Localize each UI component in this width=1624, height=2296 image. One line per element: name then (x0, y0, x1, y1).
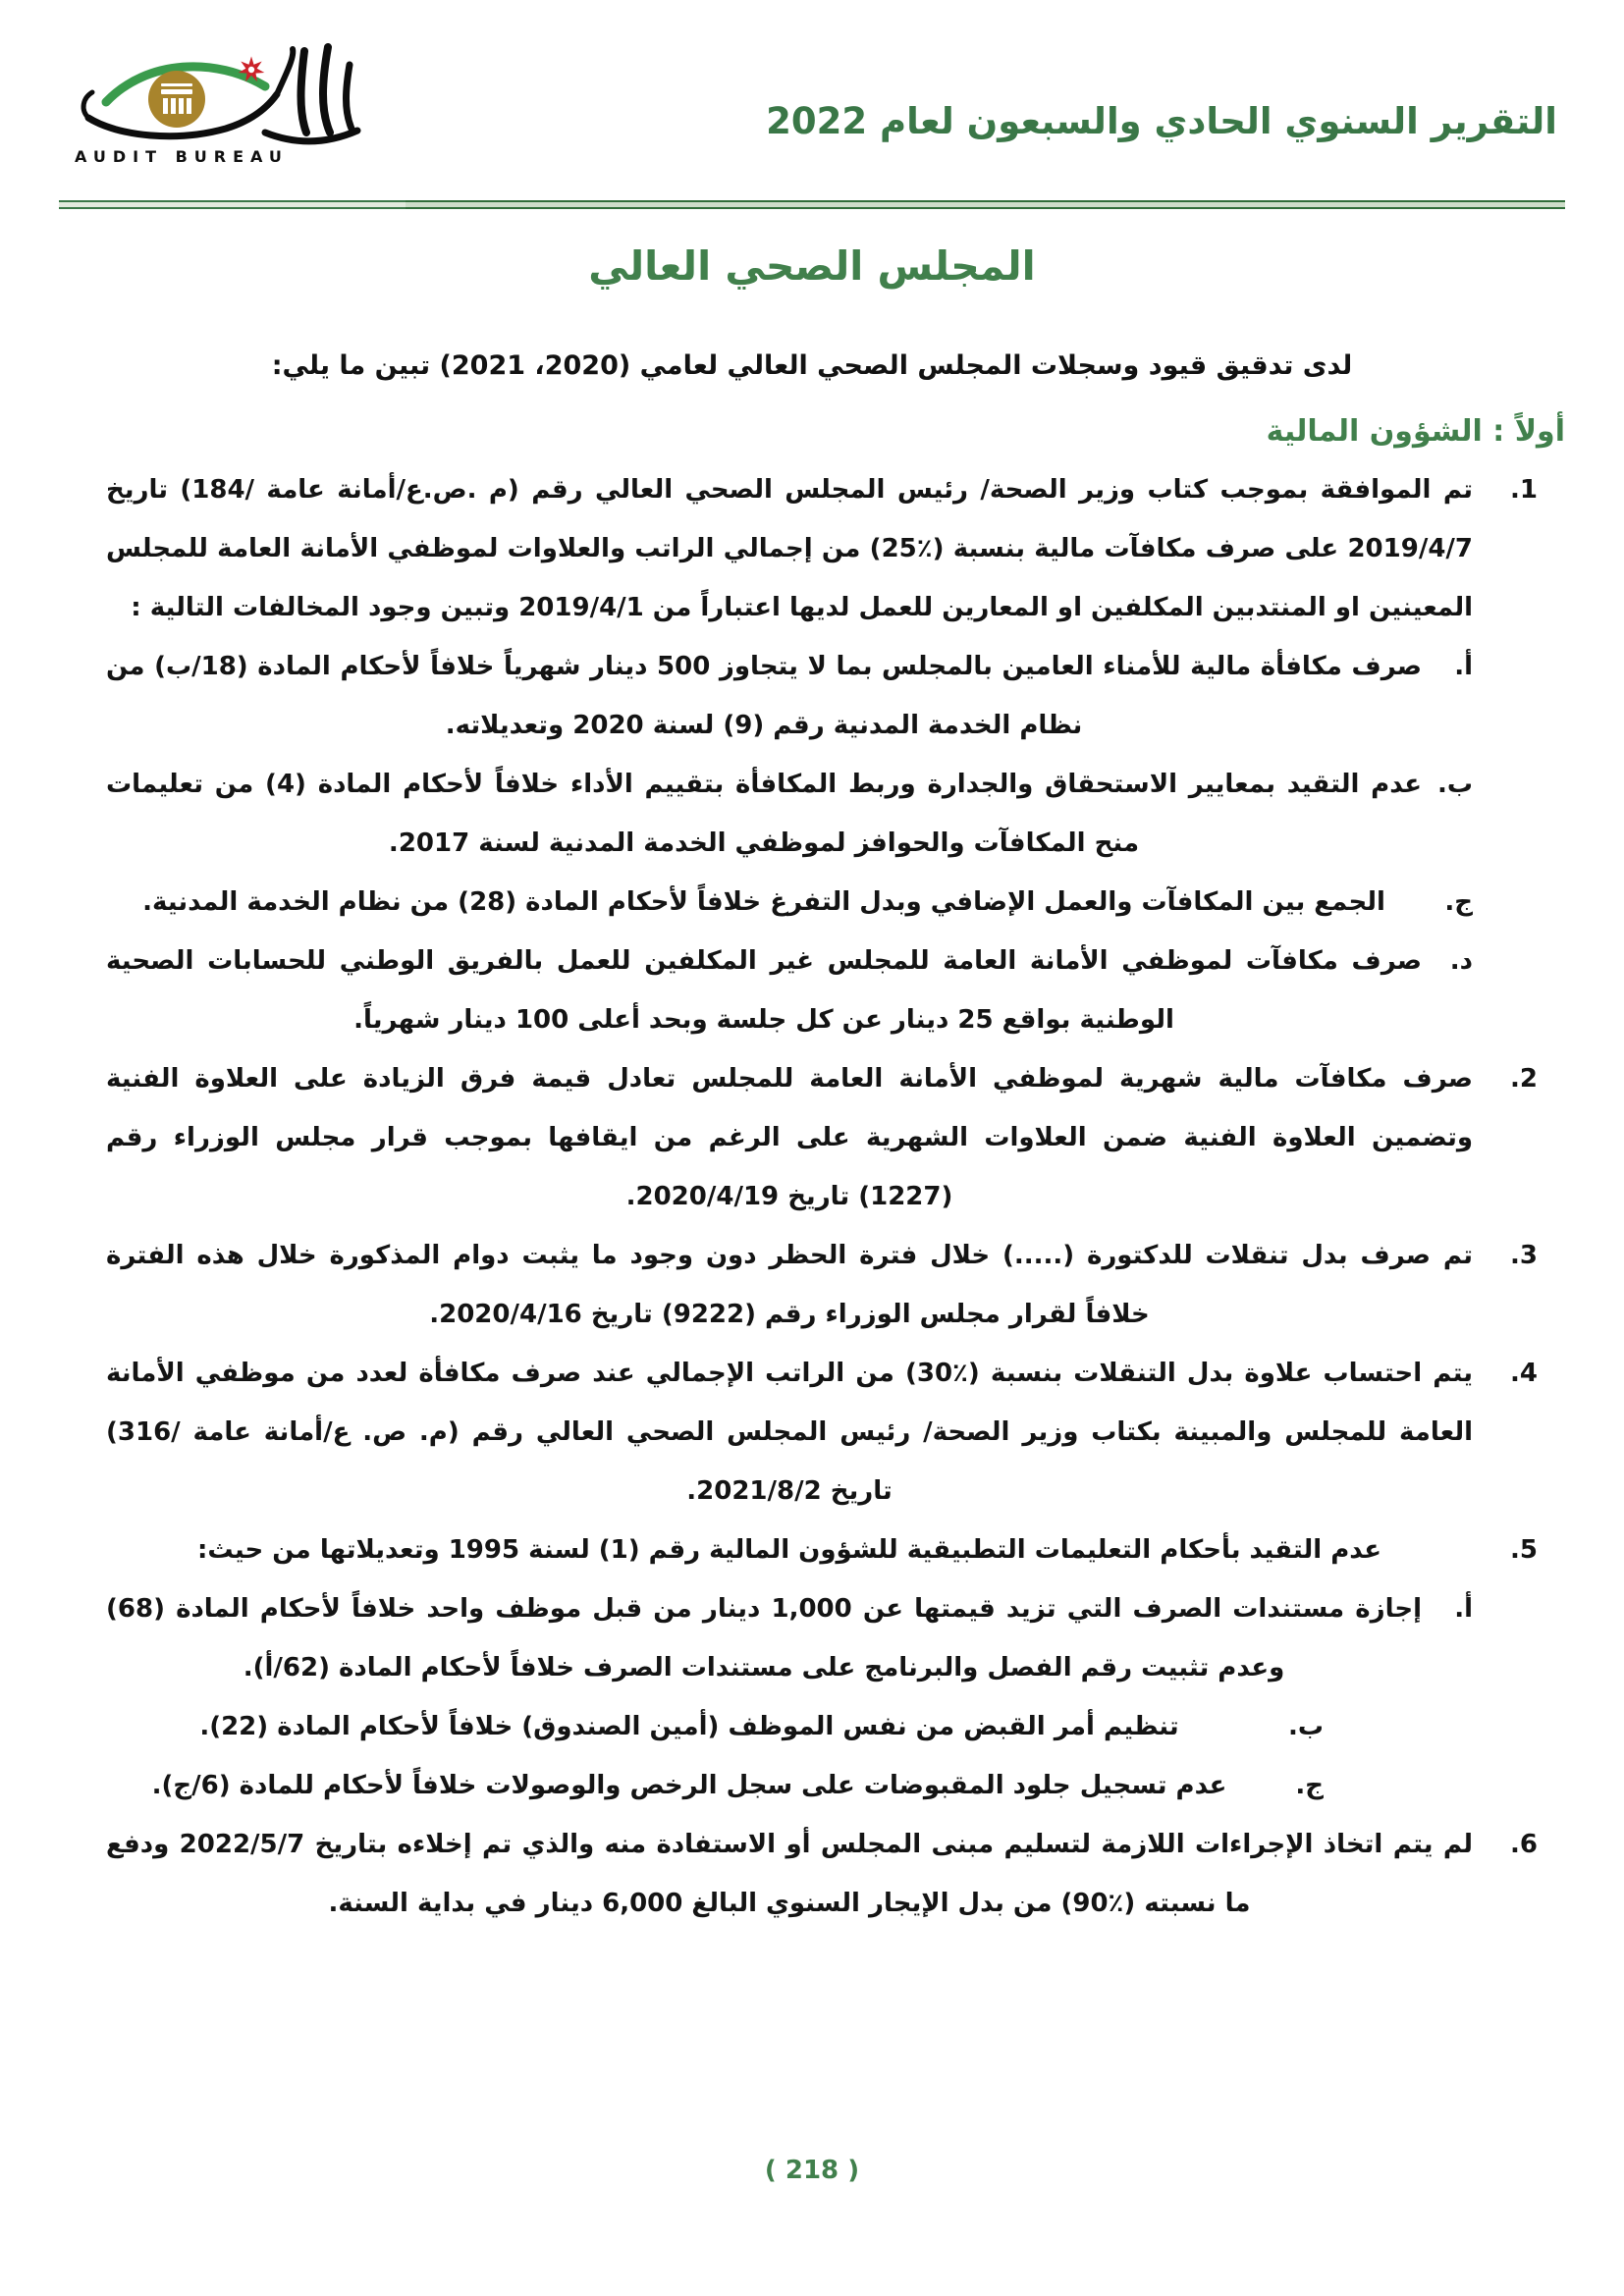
page-footer (0, 2156, 1624, 2185)
report-title: التقرير السنوي الحادي والسبعون لعام 2022 (766, 100, 1557, 142)
finding-item-1-sub-c (106, 873, 1473, 932)
item-marker: 5. (1510, 1535, 1538, 1565)
sub-item-marker: ب. (1436, 770, 1473, 799)
logo-calligraphy (83, 47, 357, 141)
page-title: المجلس الصحي العالي (588, 242, 1036, 290)
sub-item-text: تنظيم أمر القبض من نفس الموظف (أمين الصندوق) خلافاً لأحكام المادة (22). (199, 1712, 1179, 1741)
sub-item-marker: ج. (1444, 887, 1473, 917)
item-marker: 2. (1510, 1064, 1538, 1094)
item-text: عدم التقيد بأحكام التعليمات التطبيقية للشؤون المالية رقم (1) لسنة 1995 وتعديلاتها من حيث: (196, 1535, 1382, 1565)
audit-bureau-logo-graphic (59, 43, 373, 147)
audit-bureau-logo (59, 43, 383, 166)
petra-emblem (148, 71, 205, 128)
item-text: صرف مكافآت مالية شهرية لموظفي الأمانة العامة للمجلس تعادل قيمة فرق الزيادة على العلاوة الفنية وتضمين العلاوة الفنية ضمن العلاوات الشهرية على الرغم من ايقافها بموجب قرار مجلس الوزراء رقم (1227) تاريخ 2020/4/19. (106, 1064, 1473, 1211)
finding-item-6 (106, 1815, 1538, 1933)
page-number: ( 218 ) (764, 2156, 860, 2185)
sub-item-marker: د. (1449, 946, 1473, 976)
section-heading: أولاً : الشؤون المالية (1266, 414, 1565, 449)
finding-item-1-sub-b (106, 755, 1473, 873)
finding-item-4 (106, 1344, 1538, 1521)
finding-item-2 (106, 1049, 1538, 1226)
intro-text: لدى تدقيق قيود وسجلات المجلس الصحي العالي لعامي (2020، 2021) تبين ما يلي: (271, 350, 1353, 381)
sub-item-marker: أ. (1454, 1594, 1473, 1624)
finding-item-5-sub-c (106, 1756, 1324, 1815)
sub-item-marker: ب. (1287, 1712, 1324, 1741)
item-marker: 6. (1510, 1830, 1538, 1859)
item-marker: 1. (1510, 475, 1538, 505)
sub-item-marker: أ. (1454, 652, 1473, 681)
finding-item-1-sub-d (106, 932, 1473, 1049)
finding-item-3 (106, 1226, 1538, 1344)
finding-item-5 (106, 1521, 1538, 1579)
finding-item-1 (106, 460, 1538, 637)
logo-caption: AUDIT BUREAU (75, 147, 289, 166)
sub-item-text: صرف مكافأة مالية للأمناء العامين بالمجلس بما لا يتجاوز 500 دينار شهرياً خلافاً لأحكام المادة (18/ب) من نظام الخدمة المدنية رقم (9) لسنة 2020 وتعديلاته. (106, 652, 1422, 740)
sub-item-text: الجمع بين المكافآت والعمل الإضافي وبدل التفرغ خلافاً لأحكام المادة (28) من نظام الخدمة المدنية. (142, 887, 1385, 917)
header-divider-accent (59, 200, 406, 209)
finding-item-5-sub-a (106, 1579, 1473, 1697)
sub-item-text: إجازة مستندات الصرف التي تزيد قيمتها عن 1,000 دينار من قبل موظف واحد خلافاً لأحكام المادة (68) وعدم تثبيت رقم الفصل والبرنامج على مستندات الصرف خلافاً لأحكام المادة (62/أ). (106, 1594, 1422, 1682)
sub-item-marker: ج. (1295, 1771, 1324, 1800)
item-text: تم صرف بدل تنقلات للدكتورة (.....) خلال فترة الحظر دون وجود ما يثبت دوام المذكورة خلال هذه الفترة خلافاً لقرار مجلس الوزراء رقم (9222) تاريخ 2020/4/16. (106, 1241, 1473, 1329)
item-marker: 4. (1510, 1359, 1538, 1388)
item-text: يتم احتساب علاوة بدل التنقلات بنسبة (‎30٪) من الراتب الإجمالي عند صرف مكافأة لعدد من موظفي الأمانة العامة للمجلس والمبينة بكتاب وزير الصحة/ رئيس المجلس الصحي العالي رقم (م. ص. ع/أمانة عامة /316) تاريخ 2021/8/2. (106, 1359, 1473, 1506)
sub-item-text: عدم تسجيل جلود المقبوضات على سجل الرخص والوصولات خلافاً لأحكام للمادة (6/ج). (151, 1771, 1227, 1800)
header-divider (59, 200, 1565, 209)
findings-list (59, 449, 1565, 1933)
finding-item-1-sub-a (106, 637, 1473, 755)
finding-item-5-sub-b (106, 1697, 1324, 1756)
sub-item-text: عدم التقيد بمعايير الاستحقاق والجدارة وربط المكافأة بتقييم الأداء خلافاً لأحكام المادة (4) من تعليمات منح المكافآت والحوافز لموظفي الخدمة المدنية لسنة 2017. (106, 770, 1423, 858)
header (59, 43, 1565, 198)
item-text: تم الموافقة بموجب كتاب وزير الصحة/ رئيس المجلس الصحي العالي رقم (م .ص.ع/أمانة عامة /184) تاريخ 2019/4/7 على صرف مكافآت مالية بنسبة (‎25٪) من إجمالي الراتب والعلاوات لموظفي الأمانة العامة للمجلس المعينين او المنتدبين المكلفين او المعارين للعمل لديها اعتباراً من 2019/4/1 وتبين وجود المخالفات التالية : (106, 475, 1474, 622)
item-text: لم يتم اتخاذ الإجراءات اللازمة لتسليم مبنى المجلس أو الاستفادة منه والذي تم إخلاءه بتاريخ 2022/5/7 ودفع ما نسبته (‎90٪) من بدل الإيجار السنوي البالغ 6,000 دينار في بداية السنة. (106, 1830, 1473, 1918)
item-marker: 3. (1510, 1241, 1538, 1270)
sub-item-text: صرف مكافآت لموظفي الأمانة العامة للمجلس غير المكلفين للعمل بالفريق الوطني للحسابات الصحية الوطنية بواقع 25 دينار عن كل جلسة وبحد أعلى 100 دينار شهرياً. (106, 946, 1422, 1035)
star-center-dot (248, 67, 254, 73)
